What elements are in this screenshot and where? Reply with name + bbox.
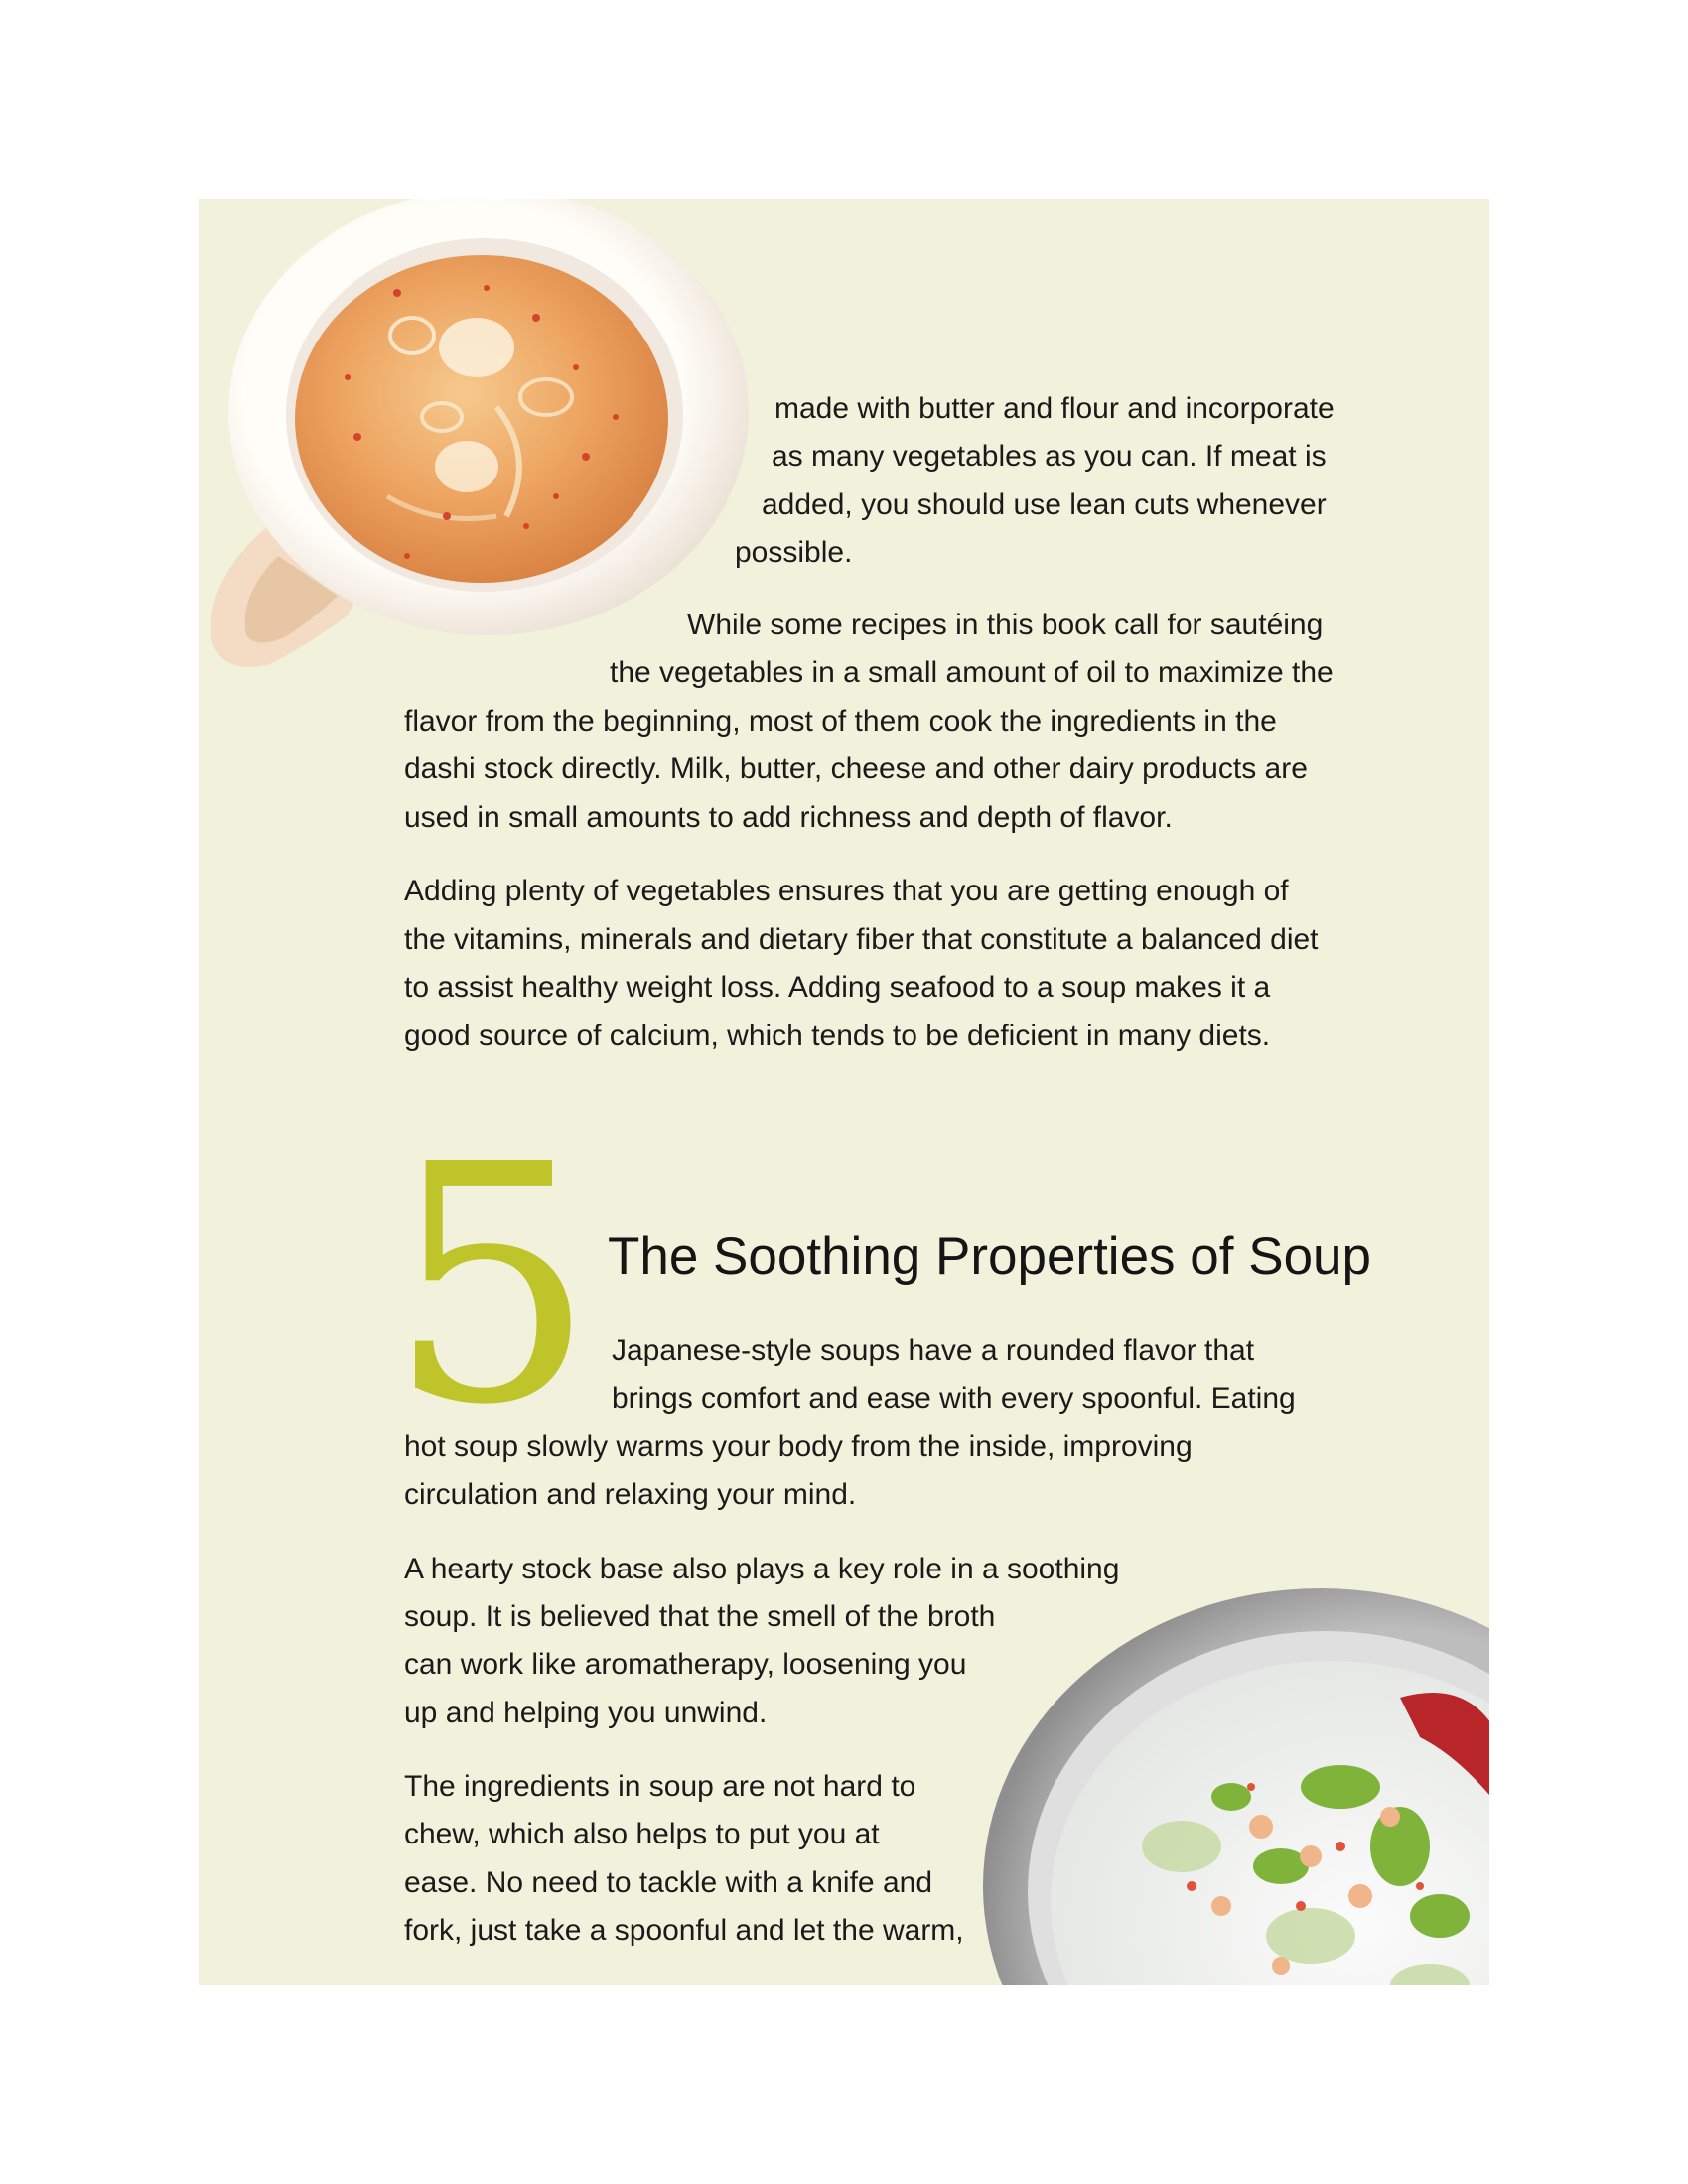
- intro-p2-line-1: While some recipes in this book call for sautéing: [687, 609, 1324, 641]
- intro-p1-line-2: as many vegetables as you can. If meat is: [772, 440, 1327, 473]
- soothing-p1-line-4: circulation and relaxing your mind.: [404, 1478, 857, 1511]
- porridge-bowl-image: [983, 1588, 1489, 1985]
- intro-p3-line-1: Adding plenty of vegetables ensures that you are getting enough of: [404, 875, 1289, 907]
- soothing-p3-line-4: fork, just take a spoonful and let the warm,: [404, 1914, 964, 1947]
- intro-p2-line-4: dashi stock directly. Milk, butter, cheese and other dairy products are: [404, 752, 1308, 785]
- intro-p2-line-2: the vegetables in a small amount of oil to maximize the: [610, 656, 1334, 689]
- intro-p2-line-5: used in small amounts to add richness and depth of flavor.: [404, 801, 1173, 834]
- page-panel: [199, 199, 1489, 1985]
- soothing-p1-line-1: Japanese-style soups have a rounded flavor that: [612, 1334, 1255, 1367]
- section-heading: The Soothing Properties of Soup: [608, 1227, 1371, 1286]
- intro-p3-line-3: to assist healthy weight loss. Adding seafood to a soup makes it a: [404, 971, 1271, 1004]
- soothing-p3-line-1: The ingredients in soup are not hard to: [404, 1770, 916, 1803]
- soothing-p1-line-2: brings comfort and ease with every spoonful. Eating: [612, 1382, 1296, 1415]
- soothing-p3-line-3: ease. No need to tackle with a knife and: [404, 1866, 933, 1899]
- soothing-p1-line-3: hot soup slowly warms your body from the inside, improving: [404, 1431, 1193, 1463]
- soup-cup-image: [199, 199, 755, 715]
- soothing-p2-line-3: can work like aromatherapy, loosening you: [404, 1648, 967, 1681]
- intro-p1-line-4: possible.: [735, 536, 853, 569]
- soothing-p3-line-2: chew, which also helps to put you at: [404, 1818, 880, 1850]
- intro-p2-line-3: flavor from the beginning, most of them cook the ingredients in the: [404, 705, 1277, 738]
- soothing-p2-line-2: soup. It is believed that the smell of the broth: [404, 1600, 996, 1633]
- soothing-p2-line-1: A hearty stock base also plays a key role in a soothing: [404, 1553, 1120, 1585]
- intro-p3-line-4: good source of calcium, which tends to be deficient in many diets.: [404, 1020, 1271, 1052]
- intro-p1-line-3: added, you should use lean cuts whenever: [762, 488, 1327, 521]
- intro-p1-line-1: made with butter and flour and incorporate: [774, 392, 1335, 425]
- section-number: 5: [387, 1095, 596, 1476]
- intro-p3-line-2: the vitamins, minerals and dietary fiber that constitute a balanced diet: [404, 923, 1319, 956]
- soothing-p2-line-4: up and helping you unwind.: [404, 1697, 768, 1729]
